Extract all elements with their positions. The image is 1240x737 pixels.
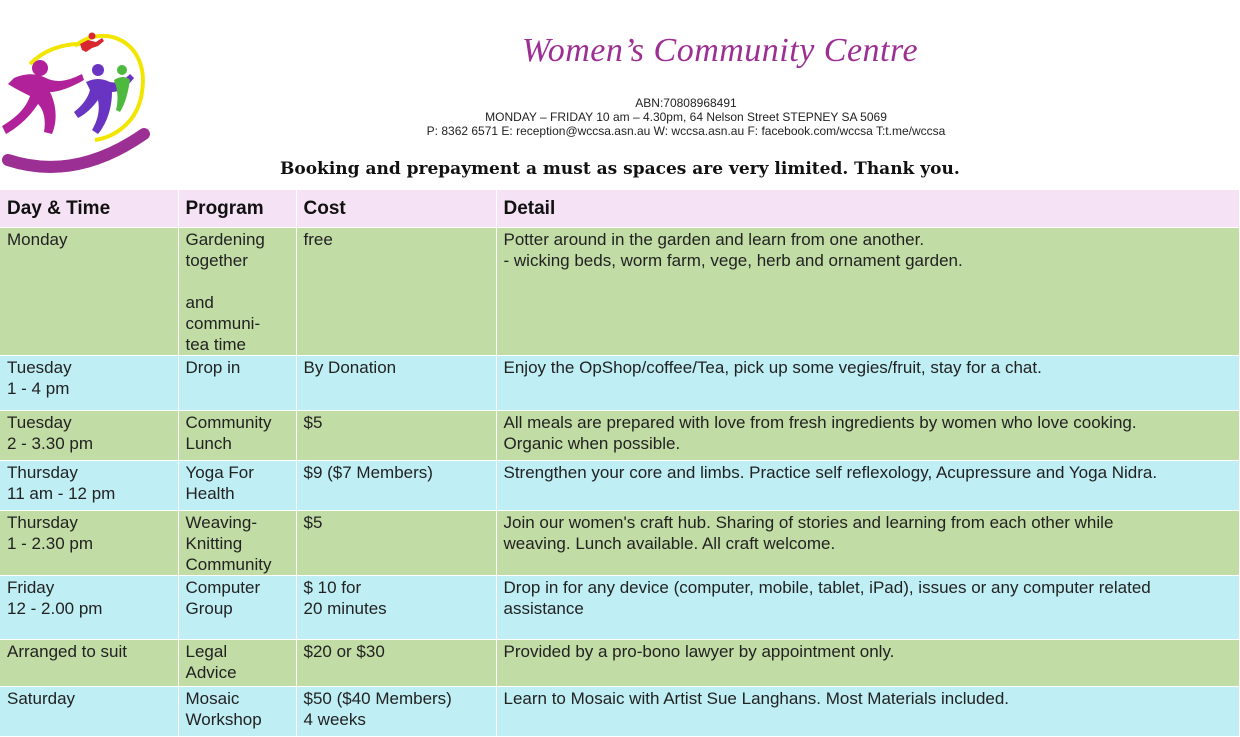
- cell-program: Gardening together and communi- tea time: [178, 228, 296, 356]
- cell-detail: Drop in for any device (computer, mobile, tablet, iPad), issues or any computer related assistance: [496, 576, 1239, 640]
- centre-logo: [0, 15, 160, 172]
- table-row: [0, 411, 1239, 461]
- cell-detail: Strengthen your core and limbs. Practice self reflexology, Acupressure and Yoga Nidra.: [496, 461, 1239, 511]
- abn-line: ABN:70808968491: [635, 96, 737, 110]
- cell-day-time: Arranged to suit: [0, 640, 178, 687]
- page-title: Women’s Community Centre: [522, 32, 919, 69]
- cell-program: Computer Group: [178, 576, 296, 640]
- table-row: [0, 356, 1239, 411]
- cell-cost: $50 ($40 Members) 4 weeks: [296, 687, 496, 737]
- cell-cost: $5: [296, 411, 496, 461]
- cell-detail: Learn to Mosaic with Artist Sue Langhans. Most Materials included.: [496, 687, 1239, 737]
- table-row: [0, 461, 1239, 511]
- cell-detail: Potter around in the garden and learn from one another. - wicking beds, worm farm, vege, herb and ornament garden.: [496, 228, 1239, 356]
- cell-cost: free: [296, 228, 496, 356]
- cell-day-time: Tuesday 2 - 3.30 pm: [0, 411, 178, 461]
- logo-text: WOMEN'S COMMUNITY CENTRE SA: [0, 15, 129, 24]
- cell-cost: $5: [296, 511, 496, 576]
- cell-day-time: Thursday 11 am - 12 pm: [0, 461, 178, 511]
- cell-day-time: Monday: [0, 228, 178, 356]
- cell-detail: Join our women's craft hub. Sharing of stories and learning from each other while weaving. Lunch available. All craft welcome.: [496, 511, 1239, 576]
- cell-day-time: Friday 12 - 2.00 pm: [0, 576, 178, 640]
- cell-day-time: Saturday: [0, 687, 178, 737]
- contact-line: P: 8362 6571 E: reception@wccsa.asn.au W: wccsa.asn.au F: facebook.com/wccsa T:t.me/wccsa: [426, 124, 946, 138]
- cell-cost: $20 or $30: [296, 640, 496, 687]
- cell-cost: $ 10 for 20 minutes: [296, 576, 496, 640]
- cell-program: Legal Advice: [178, 640, 296, 687]
- table-header-row: [0, 190, 1239, 228]
- cell-day-time: Tuesday 1 - 4 pm: [0, 356, 178, 411]
- cell-detail: Provided by a pro-bono lawyer by appointment only.: [496, 640, 1239, 687]
- cell-program: Community Lunch: [178, 411, 296, 461]
- table-row: [0, 640, 1239, 687]
- table-row: [0, 576, 1239, 640]
- header-cost: Cost: [296, 190, 496, 228]
- cell-program: Weaving- Knitting Community: [178, 511, 296, 576]
- cell-day-time: Thursday 1 - 2.30 pm: [0, 511, 178, 576]
- cell-program: Mosaic Workshop: [178, 687, 296, 737]
- table-row: [0, 687, 1239, 737]
- program-table: [0, 190, 1240, 737]
- cell-cost: $9 ($7 Members): [296, 461, 496, 511]
- booking-notice: Booking and prepayment a must as spaces are very limited. Thank you.: [280, 159, 960, 179]
- hours-address-line: MONDAY – FRIDAY 10 am – 4.30pm, 64 Nelson Street STEPNEY SA 5069: [485, 110, 887, 124]
- table-row: [0, 228, 1239, 356]
- cell-program: Drop in: [178, 356, 296, 411]
- table-row: [0, 511, 1239, 576]
- cell-cost: By Donation: [296, 356, 496, 411]
- cell-program: Yoga For Health: [178, 461, 296, 511]
- cell-detail: All meals are prepared with love from fresh ingredients by women who love cooking. Organic when possible.: [496, 411, 1239, 461]
- header-detail: Detail: [496, 190, 1239, 228]
- cell-detail: Enjoy the OpShop/coffee/Tea, pick up some vegies/fruit, stay for a chat.: [496, 356, 1239, 411]
- header-day-time: Day & Time: [0, 190, 178, 228]
- header-program: Program: [178, 190, 296, 228]
